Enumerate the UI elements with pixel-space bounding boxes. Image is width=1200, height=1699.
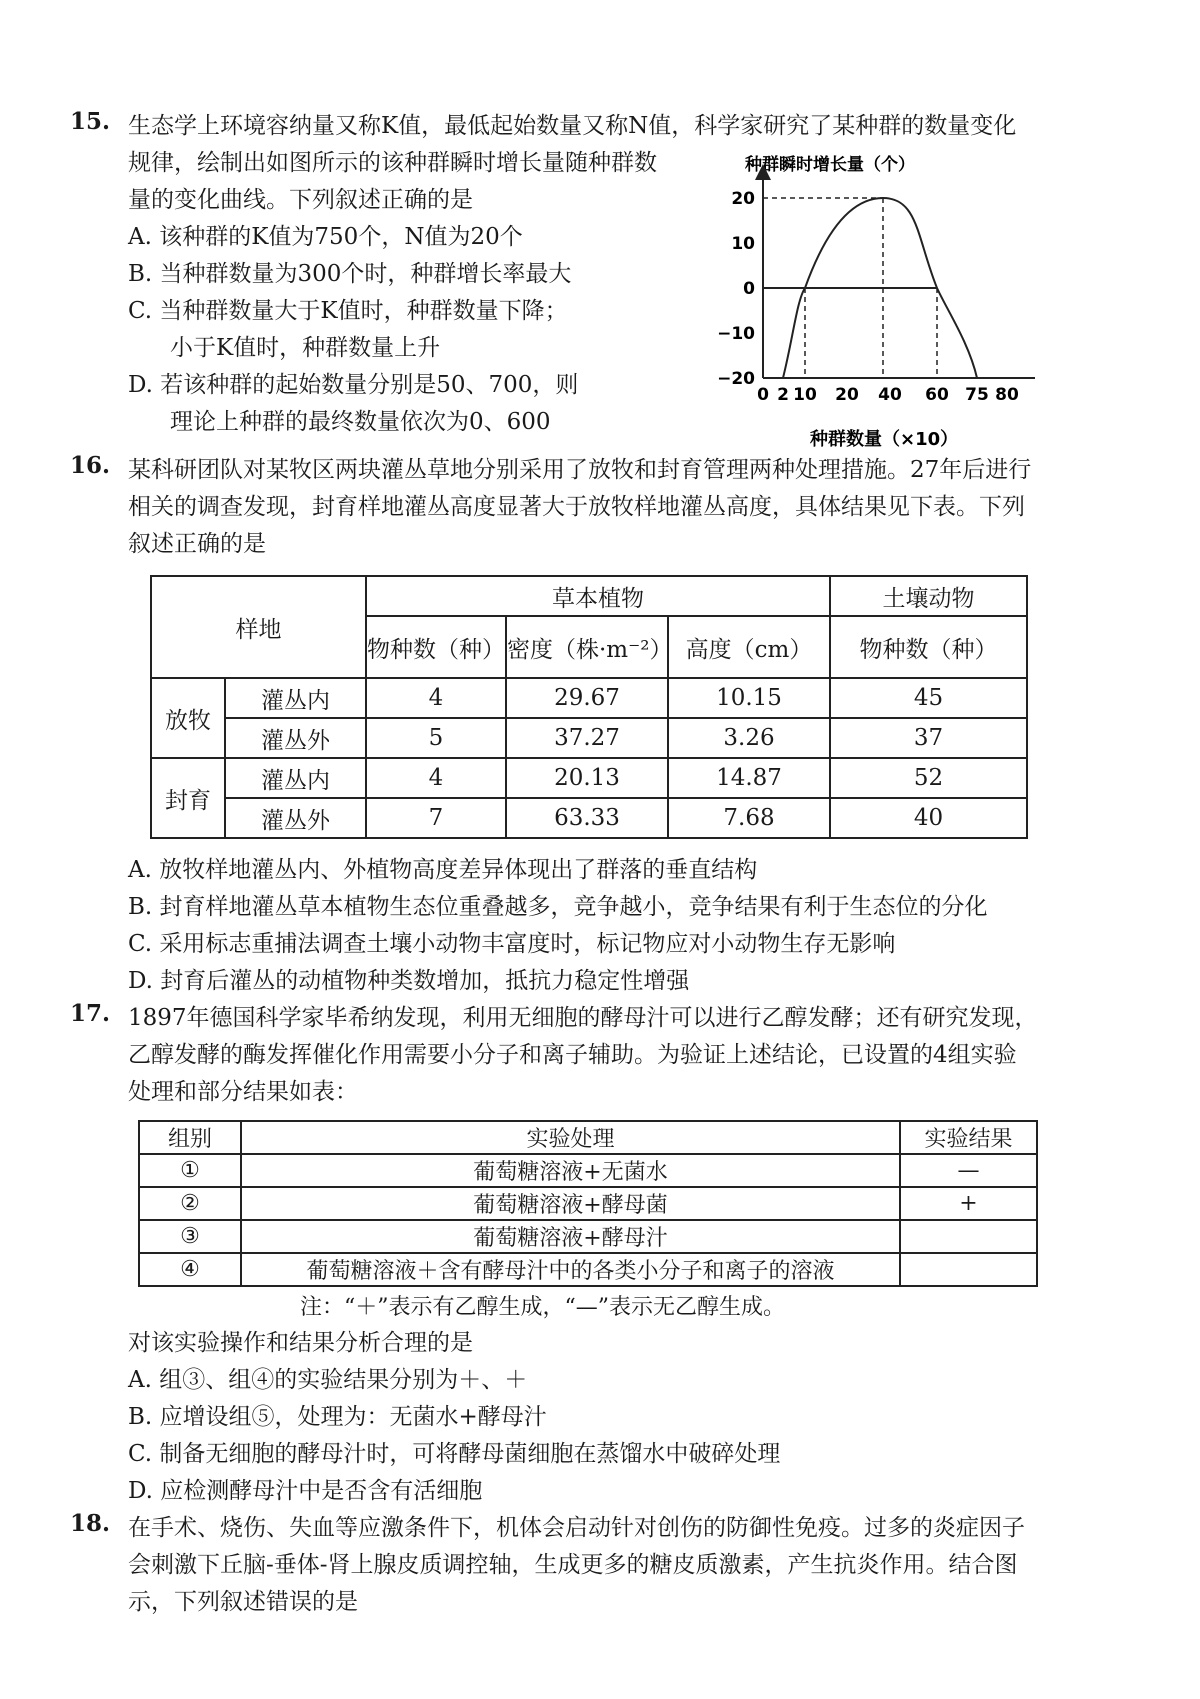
cell: 4 [366, 678, 506, 718]
option-c: C. 当种群数量大于K值时，种群数量下降； [128, 298, 568, 324]
question-stem: 叙述正确的是 [128, 531, 266, 557]
y-tick-label: 0 [743, 279, 755, 299]
option-a: A. 组③、组④的实验结果分别为＋、＋ [128, 1367, 528, 1393]
question-16-options [70, 852, 1115, 1000]
group-cell: ③ [139, 1220, 241, 1253]
table-row [151, 718, 1027, 758]
treatment-cell: 葡萄糖溶液+酵母菌 [241, 1187, 900, 1220]
question-17 [70, 1000, 1115, 1111]
option-a: A. 该种群的K值为750个，N值为20个 [128, 224, 523, 250]
header-height: 高度（cm） [668, 616, 830, 678]
x-tick-label: 80 [995, 385, 1019, 405]
option-b: B. 应增设组⑤，处理为：无菌水+酵母汁 [128, 1404, 547, 1430]
header-soil: 土壤动物 [830, 576, 1027, 616]
option-b: B. 封育样地灌丛草本植物生态位重叠越多，竞争越小，竞争结果有利于生态位的分化 [128, 894, 988, 920]
location: 灌丛外 [225, 718, 366, 758]
table-row [151, 678, 1027, 718]
question-stem: 乙醇发酵的酶发挥催化作用需要小分子和离子辅助。为验证上述结论，已设置的4组实验 [128, 1042, 1017, 1068]
option-d: D. 应检测酵母汁中是否含有活细胞 [128, 1478, 483, 1504]
header-result: 实验结果 [900, 1121, 1037, 1154]
cell: 7.68 [668, 798, 830, 838]
question-18 [70, 1510, 1115, 1621]
table-note: 注：“＋”表示有乙醇生成，“—”表示无乙醇生成。 [300, 1295, 785, 1320]
question-number: 17. [70, 1000, 111, 1027]
table-row [139, 1253, 1037, 1286]
x-axis-label: 种群数量（×10） [810, 429, 959, 450]
header-soil-species: 物种数（种） [830, 616, 1027, 678]
cell: 45 [830, 678, 1027, 718]
x-tick-label: 20 [835, 385, 859, 405]
cell: 37.27 [506, 718, 668, 758]
header-species: 物种数（种） [366, 616, 506, 678]
cell: 5 [366, 718, 506, 758]
header-group: 组别 [139, 1121, 241, 1154]
group-cell: ④ [139, 1253, 241, 1286]
y-tick-label: −10 [717, 324, 755, 344]
cell: 14.87 [668, 758, 830, 798]
table-row [139, 1154, 1037, 1187]
question-stem: 规律，绘制出如图所示的该种群瞬时增长量随种群数 [128, 150, 657, 176]
cell: 10.15 [668, 678, 830, 718]
y-tick-label: 20 [731, 189, 755, 209]
table-row [139, 1220, 1037, 1253]
table-17 [138, 1120, 1038, 1287]
question-stem: 示，下列叙述错误的是 [128, 1589, 358, 1615]
header-site: 样地 [151, 576, 366, 678]
question-stem: 生态学上环境容纳量又称K值，最低起始数量又称N值，科学家研究了某种群的数量变化 [128, 113, 1017, 139]
question-number: 16. [70, 452, 111, 479]
location: 灌丛外 [225, 798, 366, 838]
cell: 37 [830, 718, 1027, 758]
question-stem: 量的变化曲线。下列叙述正确的是 [128, 187, 473, 213]
treatment-cell: 葡萄糖溶液+无菌水 [241, 1154, 900, 1187]
x-tick-label: 10 [793, 385, 817, 405]
y-axis-label: 种群瞬时增长量（个） [745, 155, 915, 175]
group-grazing: 放牧 [151, 678, 225, 758]
x-tick-label: 40 [878, 385, 902, 405]
question-17-options [70, 1325, 1115, 1510]
x-tick-label: 60 [925, 385, 949, 405]
cell: 52 [830, 758, 1027, 798]
group-enclosure: 封育 [151, 758, 225, 838]
result-cell [900, 1220, 1037, 1253]
question-stem: 相关的调查发现，封育样地灌丛高度显著大于放牧样地灌丛高度，具体结果见下表。下列 [128, 494, 1025, 520]
group-cell: ② [139, 1187, 241, 1220]
cell: 29.67 [506, 678, 668, 718]
cell: 3.26 [668, 718, 830, 758]
group-cell: ① [139, 1154, 241, 1187]
result-cell [900, 1253, 1037, 1286]
question-16 [70, 452, 1115, 563]
x-tick-label: 0 [757, 385, 769, 405]
x-tick-label: 2 [777, 385, 789, 405]
x-tick-label: 75 [965, 385, 989, 405]
table-row [151, 758, 1027, 798]
option-a: A. 放牧样地灌丛内、外植物高度差异体现出了群落的垂直结构 [128, 857, 758, 883]
table-row [151, 798, 1027, 838]
cell: 63.33 [506, 798, 668, 838]
location: 灌丛内 [225, 678, 366, 718]
question-stem: 处理和部分结果如表： [128, 1079, 358, 1105]
question-stem: 某科研团队对某牧区两块灌丛草地分别采用了放牧和封育管理两种处理措施。27年后进行 [128, 457, 1032, 483]
question-prompt: 对该实验操作和结果分析合理的是 [128, 1330, 473, 1356]
y-tick-label: 10 [731, 234, 755, 254]
cell: 20.13 [506, 758, 668, 798]
result-cell: — [900, 1154, 1037, 1187]
header-density: 密度（株·m⁻²） [506, 616, 668, 678]
growth-chart [717, 150, 1095, 450]
header-treatment: 实验处理 [241, 1121, 900, 1154]
question-stem: 1897年德国科学家毕希纳发现，利用无细胞的酵母汁可以进行乙醇发酵；还有研究发现， [128, 1005, 1038, 1031]
option-c: C. 采用标志重捕法调查土壤小动物丰富度时，标记物应对小动物生存无影响 [128, 931, 896, 957]
table-row [139, 1187, 1037, 1220]
question-number: 18. [70, 1510, 111, 1537]
cell: 7 [366, 798, 506, 838]
cell: 4 [366, 758, 506, 798]
option-b: B. 当种群数量为300个时，种群增长率最大 [128, 261, 572, 287]
option-c-cont: 小于K值时，种群数量上升 [170, 335, 441, 361]
header-herb: 草本植物 [366, 576, 830, 616]
location: 灌丛内 [225, 758, 366, 798]
cell: 40 [830, 798, 1027, 838]
treatment-cell: 葡萄糖溶液＋含有酵母汁中的各类小分子和离子的溶液 [241, 1253, 900, 1286]
option-d-cont: 理论上种群的最终数量依次为0、600 [170, 409, 551, 435]
option-c: C. 制备无细胞的酵母汁时，可将酵母菌细胞在蒸馏水中破碎处理 [128, 1441, 781, 1467]
option-d: D. 若该种群的起始数量分别是50、700，则 [128, 372, 579, 398]
table-16 [150, 575, 1028, 839]
option-d: D. 封育后灌丛的动植物种类数增加，抵抗力稳定性增强 [128, 968, 690, 994]
question-number: 15. [70, 108, 111, 135]
question-stem: 会刺激下丘脑-垂体-肾上腺皮质调控轴，生成更多的糖皮质激素，产生抗炎作用。结合图 [128, 1552, 1018, 1578]
question-stem: 在手术、烧伤、失血等应激条件下，机体会启动针对创伤的防御性免疫。过多的炎症因子 [128, 1515, 1025, 1541]
result-cell: + [900, 1187, 1037, 1220]
y-tick-label: −20 [717, 369, 755, 389]
treatment-cell: 葡萄糖溶液+酵母汁 [241, 1220, 900, 1253]
